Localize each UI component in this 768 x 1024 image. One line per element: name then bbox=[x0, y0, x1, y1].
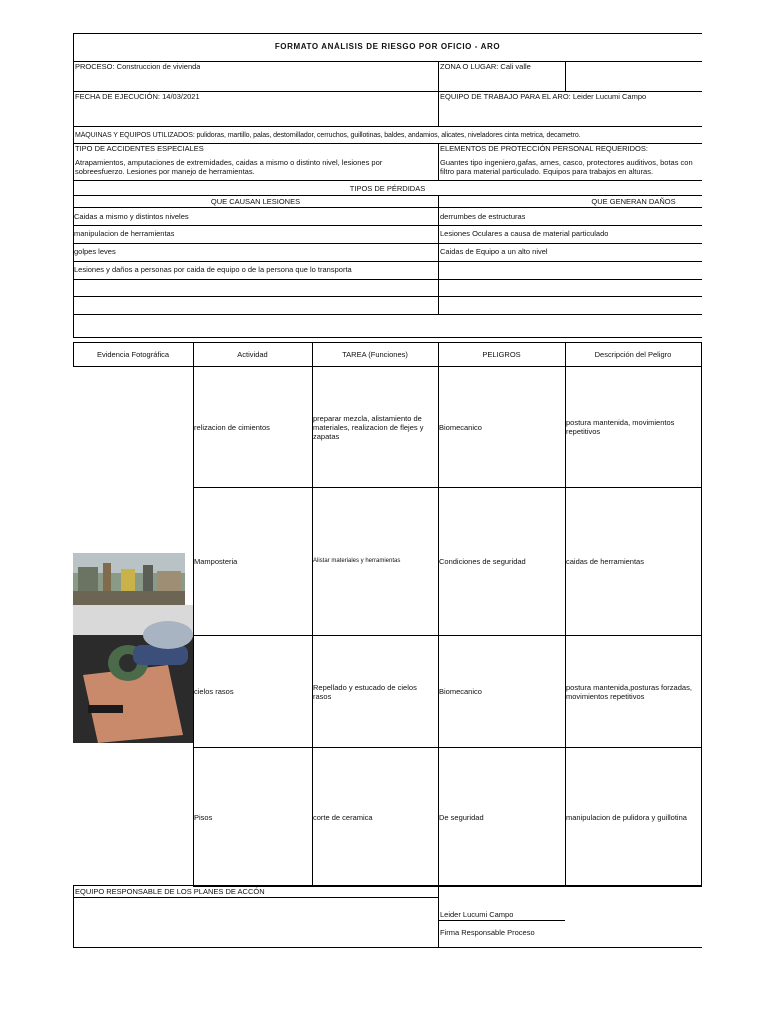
maquinas-field: MÁQUINAS Y EQUIPOS UTILIZADOS: pulidoras, martillo, palas, destornillador, cerruchos, guillotinas, baldes, andamios, alicates, niveladores cinta metrica, decametro. bbox=[75, 132, 581, 139]
elementos-proteccion-text: Guantes tipo ingeniero,gafas, arnes, casco, protectores auditivos, botas con filtro para material particulado. Equipos para trabajos en alturas. bbox=[440, 158, 693, 176]
header-descripcion: Descripción del Peligro bbox=[594, 349, 672, 359]
generan-danos-header: QUE GENERAN DAÑOS bbox=[591, 197, 676, 206]
header-evidencia: Evidencia Fotográfica bbox=[96, 349, 170, 359]
row-descripcion: postura mantenida, movimientos repetitivos bbox=[566, 418, 675, 436]
header-tarea: TAREA (Funciones) bbox=[342, 349, 408, 359]
equipo-responsable-label: EQUIPO RESPONSABLE DE LOS PLANES DE ACCÓN bbox=[75, 887, 265, 896]
row-tarea: Alistar materiales y herramientas bbox=[313, 558, 401, 564]
row-peligro: De seguridad bbox=[439, 812, 484, 822]
equipo-trabajo-field: EQUIPO DE TRABAJO PARA EL ARO: Leider Lucumi Campo bbox=[440, 92, 647, 101]
evidence-photo-tile-cutting bbox=[73, 605, 193, 743]
row-peligro: Biomecanico bbox=[439, 422, 482, 432]
form-title: FORMATO ANÁLISIS DE RIESGO POR OFICIO - ARO bbox=[274, 42, 501, 51]
hazards-table bbox=[73, 342, 702, 887]
tipos-perdidas-title: TIPOS DE PÉRDIDAS bbox=[349, 184, 426, 193]
row-tarea: preparar mezcla, alistamiento de materiales, realizacion de flejes y zapatas bbox=[313, 413, 424, 441]
row-actividad: Pisos bbox=[194, 812, 213, 822]
proceso-field: PROCESO: Construccion de vivienda bbox=[75, 62, 201, 71]
firma-responsable-label: Firma Responsable Proceso bbox=[440, 928, 535, 937]
row-descripcion: caidas de herramientas bbox=[566, 557, 644, 566]
tipo-accidentes-text: Atrapamientos, amputaciones de extremidades, caidas a mismo o distinto nivel, lesiones por sobreesfuerzo. Lesiones por manejo de herramientas. bbox=[75, 158, 383, 176]
lesion-item: manipulacion de herramientas bbox=[74, 229, 175, 238]
row-descripcion: postura mantenida,posturas forzadas, movimientos repetitivos bbox=[566, 682, 692, 701]
causan-lesiones-header: QUE CAUSAN LESIONES bbox=[210, 197, 301, 206]
row-actividad: cielos rasos bbox=[194, 687, 234, 696]
lesion-item: Caidas a mismo y distintos niveles bbox=[74, 212, 189, 221]
dano-item: Lesiones Oculares a causa de material particulado bbox=[440, 229, 609, 238]
row-peligro: Biomecanico bbox=[439, 687, 482, 696]
row-actividad: Mamposteria bbox=[194, 557, 238, 566]
dano-item: Caidas de Equipo a un alto nivel bbox=[440, 247, 548, 256]
zona-field: ZONA O LUGAR: Cali valle bbox=[440, 62, 531, 71]
row-descripcion: manipulacion de pulidora y guillotina bbox=[566, 812, 687, 822]
elementos-proteccion-label: ELEMENTOS DE PROTECCIÓN PERSONAL REQUERIDOS: bbox=[440, 144, 648, 153]
evidence-photo-construction bbox=[73, 553, 185, 605]
header-actividad: Actividad bbox=[237, 349, 268, 359]
tipo-accidentes-label: TIPO DE ACCIDENTES ESPECIALES bbox=[75, 144, 204, 153]
header-peligros: PELIGROS bbox=[482, 349, 521, 359]
lesion-item: Lesiones y daños a personas por caida de equipo o de la persona que lo transporta bbox=[74, 265, 352, 274]
lesion-item: golpes leves bbox=[74, 247, 116, 256]
fecha-field: FECHA DE EJECUCIÓN: 14/03/2021 bbox=[75, 92, 200, 101]
row-tarea: corte de ceramica bbox=[313, 812, 373, 822]
row-tarea: Repellado y estucado de cielos rasos bbox=[313, 682, 417, 701]
responsable-nombre: Leider Lucumi Campo bbox=[440, 910, 514, 919]
row-peligro: Condiciones de seguridad bbox=[439, 557, 526, 566]
row-actividad: relizacion de cimientos bbox=[194, 422, 270, 432]
dano-item: derrumbes de estructuras bbox=[440, 212, 526, 221]
